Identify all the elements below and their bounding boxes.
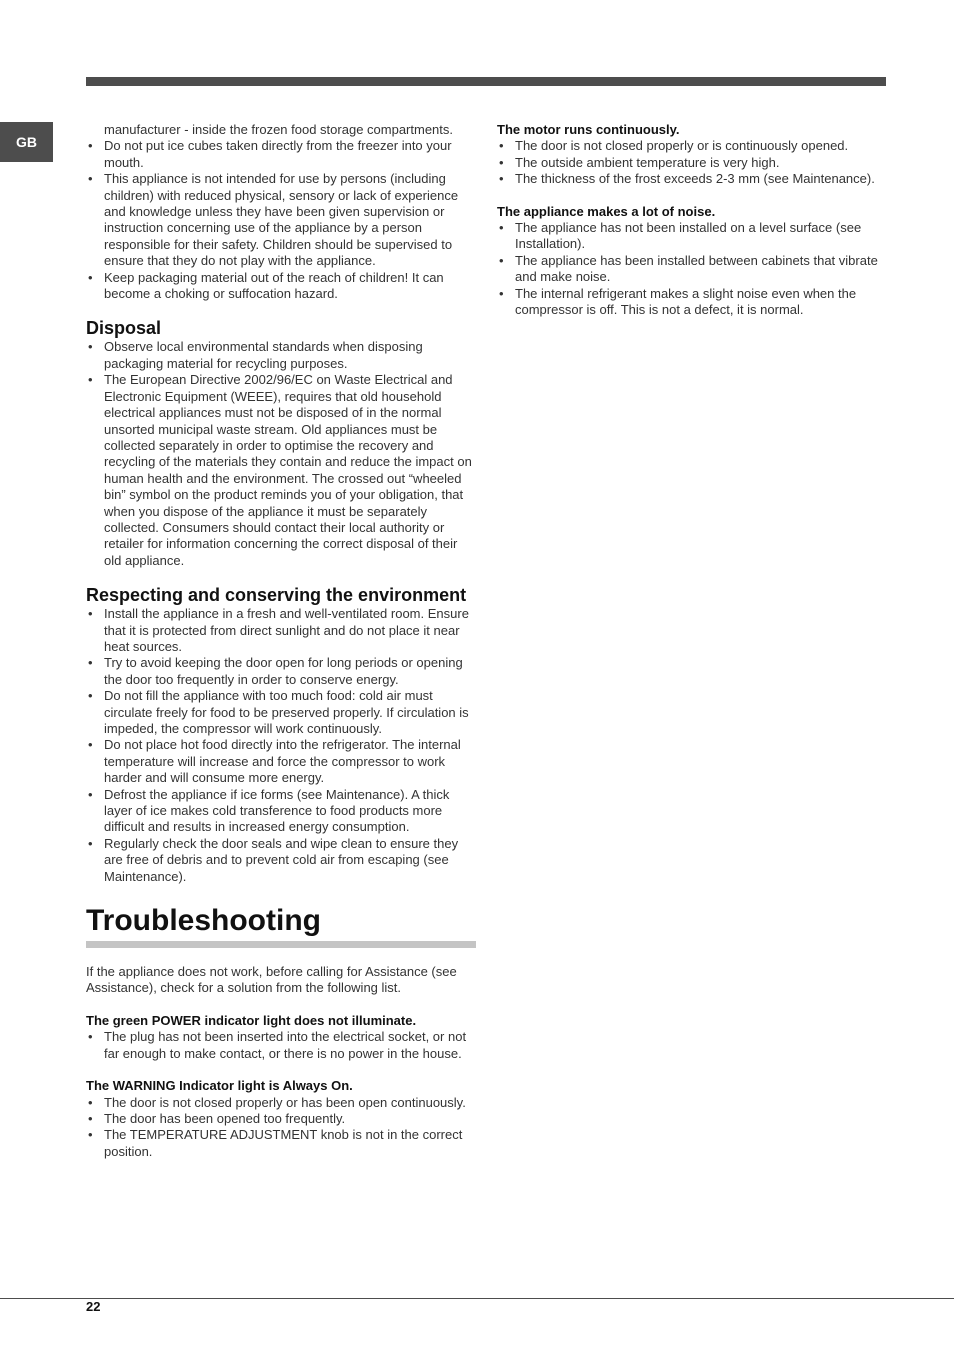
list-item: • Do not place hot food directly into the refrigerator. The internal temperature will increase and force the compressor to work harder and will consume more energy.: [86, 737, 476, 786]
disposal-list: [86, 339, 476, 569]
problem-heading: The appliance makes a lot of noise.: [497, 203, 716, 219]
list-item: • The door is not closed properly or is continuously opened.: [497, 138, 887, 154]
list-item: • The plug has not been inserted into the electrical socket, or not far enough to make contact, or there is no power in the house.: [86, 1029, 476, 1062]
list-item: • Defrost the appliance if ice forms (see Maintenance). A thick layer of ice makes cold transference to food products more difficult and results in increased energy consumption.: [86, 787, 476, 836]
list-item: • Do not fill the appliance with too much food: cold air must circulate freely for food to be preserved properly. If circulation is impeded, the compressor will work continuously.: [86, 688, 476, 737]
list-item: • The appliance has been installed between cabinets that vibrate and make noise.: [497, 253, 887, 286]
header-bar: [86, 77, 886, 86]
list-item: • Observe local environmental standards when disposing packaging material for recycling purposes.: [86, 339, 476, 372]
disposal-heading: Disposal: [86, 318, 162, 339]
problem-list: [497, 220, 887, 318]
environment-heading: Respecting and conserving the environment: [86, 585, 467, 606]
list-item: • The appliance has not been installed on a level surface (see Installation).: [497, 220, 887, 253]
list-item: • The outside ambient temperature is very high.: [497, 155, 887, 171]
language-tab: GB: [0, 122, 53, 162]
list-item: • Keep packaging material out of the reach of children! It can become a choking or suffocation hazard.: [86, 270, 476, 303]
list-item: • Regularly check the door seals and wipe clean to ensure they are free of debris and to prevent cold air from escaping (see Maintenance).: [86, 836, 476, 885]
page-number: 22: [86, 1299, 101, 1314]
list-item: • The TEMPERATURE ADJUSTMENT knob is not in the correct position.: [86, 1127, 476, 1160]
list-item: • Do not put ice cubes taken directly from the freezer into your mouth.: [86, 138, 476, 171]
footer-rule: [0, 1298, 954, 1299]
list-item: • This appliance is not intended for use by persons (including children) with reduced physical, sensory or lack of experience and knowledge unless they have been given supervision or instruction concerning use of the appliance by a person responsible for their safety. Children should be supervised to ensure that they do not play with the appliance.: [86, 171, 476, 269]
continued-text: manufacturer - inside the frozen food storage compartments.: [104, 122, 454, 137]
list-item: • The thickness of the frost exceeds 2-3 mm (see Maintenance).: [497, 171, 887, 187]
problem-heading: The motor runs continuously.: [497, 122, 680, 137]
left-column: [86, 122, 476, 1160]
right-column: [497, 122, 887, 318]
problem-heading: The WARNING Indicator light is Always On.: [86, 1078, 353, 1094]
troubleshooting-heading: [86, 901, 476, 948]
safety-list: [86, 138, 476, 302]
troubleshooting-title: Troubleshooting: [86, 904, 321, 938]
list-item: • The door is not closed properly or has been open continuously.: [86, 1095, 476, 1111]
problem-list: [497, 138, 887, 187]
environment-list: [86, 606, 476, 885]
list-item: • The internal refrigerant makes a slight noise even when the compressor is off. This is not a defect, it is normal.: [497, 286, 887, 319]
problem-list: [86, 1095, 476, 1161]
troubleshooting-intro: If the appliance does not work, before calling for Assistance (see Assistance), check for a solution from the following list.: [86, 964, 457, 996]
list-item: • Install the appliance in a fresh and well-ventilated room. Ensure that it is protected from direct sunlight and do not place it near heat sources.: [86, 606, 476, 655]
list-item: • The door has been opened too frequently.: [86, 1111, 476, 1127]
list-item: • Try to avoid keeping the door open for long periods or opening the door too frequently in order to conserve energy.: [86, 655, 476, 688]
list-item: • The European Directive 2002/96/EC on Waste Electrical and Electronic Equipment (WEEE), requires that old household electrical appliances must not be disposed of in the normal unsorted municipal waste stream. Old appliances must be collected separately in order to optimise the recovery and recycling of the materials they contain and reduce the impact on human health and the environment. The crossed out “wheeled bin” symbol on the product reminds you of your obligation, that when you dispose of the appliance it must be separately collected. Consumers should contact their local authority or retailer for information concerning the correct disposal of their old appliance.: [86, 372, 476, 569]
problem-heading: The green POWER indicator light does not illuminate.: [86, 1012, 417, 1028]
problem-list: [86, 1029, 476, 1062]
